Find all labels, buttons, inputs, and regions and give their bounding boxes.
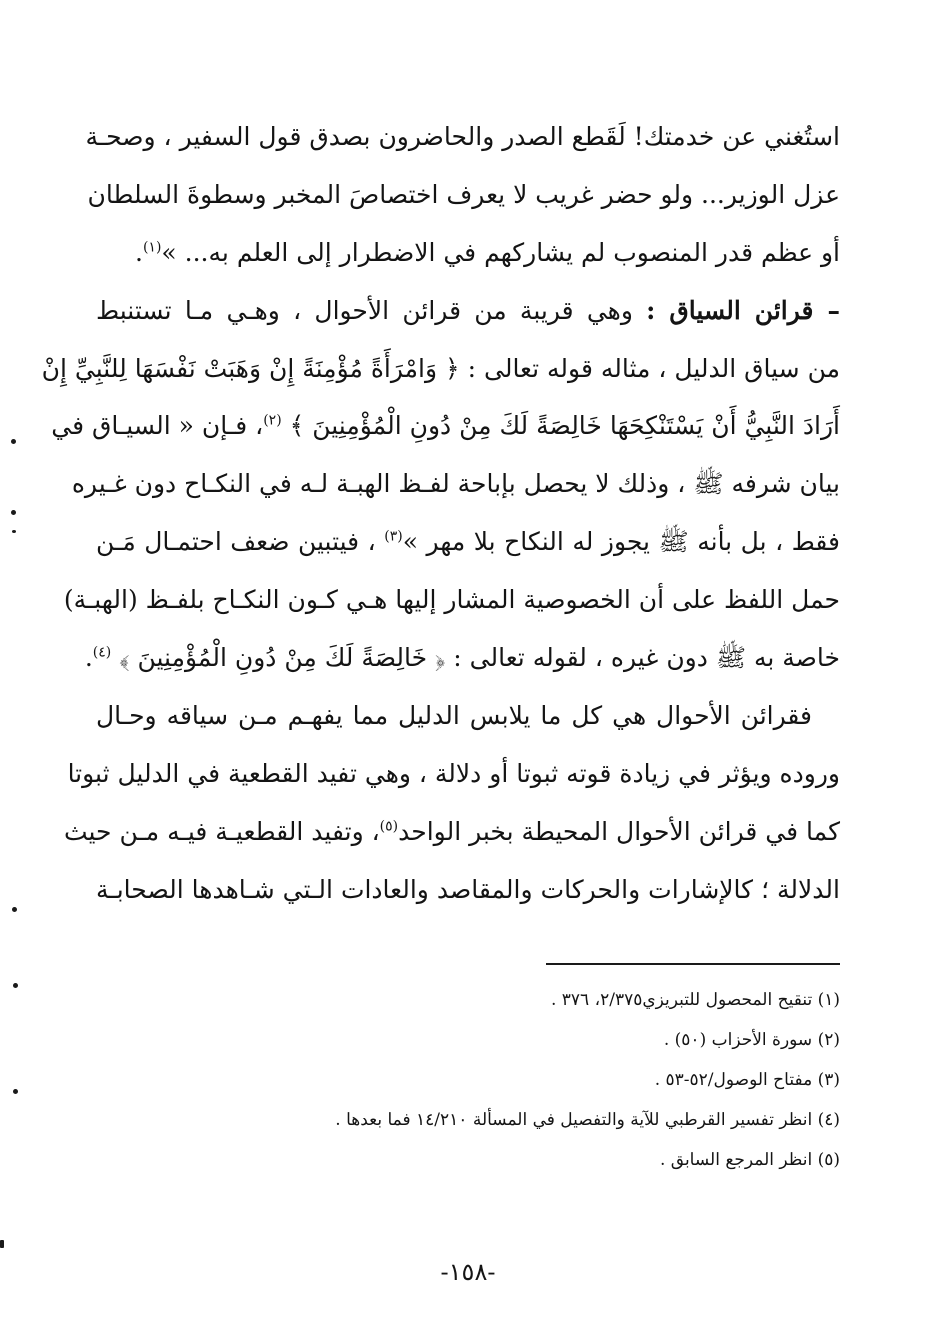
text-segment: خاصة به ﷺ دون غيره ، لقوله تعالى : [445,643,840,673]
scan-speck [0,1240,4,1248]
scan-speck [13,1089,18,1094]
text-segment: عزل الوزير... ولو حضر غريب لا يعرف اختصاصَ المخبر وسطوةَ السلطان [87,179,840,209]
scan-speck [12,907,17,912]
punctuation: . [135,237,143,267]
text-segment: استُغني عن خدمتك! لَقَطع الصدر والحاضرون بصدق قول السفير ، وصحـة [85,122,840,151]
text-segment: فقط ، بل بأنه ﷺ يجوز له النكاح بلا مهر » [402,527,840,557]
text-segment: وروده ويؤثر في زيادة قوته ثبوتا أو دلالة ، وهي تفيد القطعية في الدليل ثبوتا [67,758,840,788]
text-segment: أو عظم قدر المنصوب لم يشاركهم في الاضطرار إلى العلم به... » [161,237,840,267]
scan-speck [12,530,16,533]
section-heading: – قرائن السياق : [646,295,840,325]
footnote-marker: (٤) [92,644,112,661]
scan-speck [11,439,16,444]
text-segment: حمل اللفظ على أن الخصوصية المشار إليها هـي كـون النكـاح بلفـظ (الهبـة) [63,585,840,615]
page-number: -١٥٨- [440,1258,496,1286]
text-line [96,282,840,340]
text-line [63,803,840,861]
text-line [96,224,840,282]
text-segment: كما في قرائن الأحوال المحيطة بخبر الواحد [398,816,840,846]
footnotes [96,980,840,1180]
main-text [41,108,840,918]
text-segment: بيان شرفه ﷺ ، وذلك لا يحصل بإباحة لفـظ الهبـة لـه في النكـاح دون غـيره [71,469,840,499]
footnote-item: (١) تنقيح المحصول للتبريزي٢/٣٧٥، ٣٧٦ . [550,990,840,1010]
text-segment: ، وتفيد القطعيـة فيـه مـن حيث [63,816,380,846]
text-segment: من سياق الدليل ، مثاله قوله تعالى : [459,353,840,383]
text-segment: وهي قريبة من قرائن الأحوال ، وهـي مـا تستنبط [96,295,647,325]
quran-quote: أَرَادَ النَّبِيُّ أَنْ يَسْتَنْكِحَهَا خَالِصَةً لَكَ مِنْ دُونِ الْمُؤْمِنِينَ ﴾ [289,411,840,441]
text-segment: ، فيتبين ضعف احتمـال مَـن [96,527,385,557]
punctuation: . [84,643,93,673]
text-line [51,397,840,455]
text-line [85,108,840,166]
footnote-item: (٢) سورة الأحزاب (٥٠) . [663,1030,840,1050]
scan-speck [11,510,16,515]
footnote-marker: (٣) [384,528,403,545]
text-line [67,745,840,803]
footnote-item: (٥) انظر المرجع السابق . [659,1150,840,1170]
quran-quote: ﴿ خَالِصَةً لَكَ مِنْ دُونِ الْمُؤْمِنِينَ ﴾ [119,643,446,673]
footnote-item: (٣) مفتاح الوصول/٥٢-٥٣ . [654,1070,840,1090]
quran-quote: ﴿ وَامْرَأَةً مُؤْمِنَةً إِنْ وَهَبَتْ نَفْسَهَا لِلنَّبِيِّ إِنْ [41,353,460,383]
text-line [96,513,840,571]
text-segment: فقرائن الأحوال هي كل ما يلابس الدليل مما يفهـم مـن سياقه وحـال [96,700,812,730]
footnote-marker: (١) [142,239,162,256]
text-segment: الدلالة ؛ كالإشارات والحركات والمقاصد والعادات الـتي شـاهدها الصحابـة [96,874,840,904]
text-line [41,340,840,398]
footnote-marker: (٢) [263,413,282,430]
text-line [96,861,840,919]
text-line [96,687,840,745]
footnote-item: (٤) انظر تفسير القرطبي للآية والتفصيل في المسألة ١٤/٢١٠ فما بعدها . [335,1110,840,1130]
text-line [63,571,840,629]
text-line [87,166,840,224]
text-segment: ، فـإن « السيـاق في [51,411,264,441]
footnote-separator [546,963,840,965]
text-line [84,629,840,687]
footnote-marker: (٥) [379,818,399,835]
scan-speck [13,983,18,988]
text-line [71,455,840,513]
